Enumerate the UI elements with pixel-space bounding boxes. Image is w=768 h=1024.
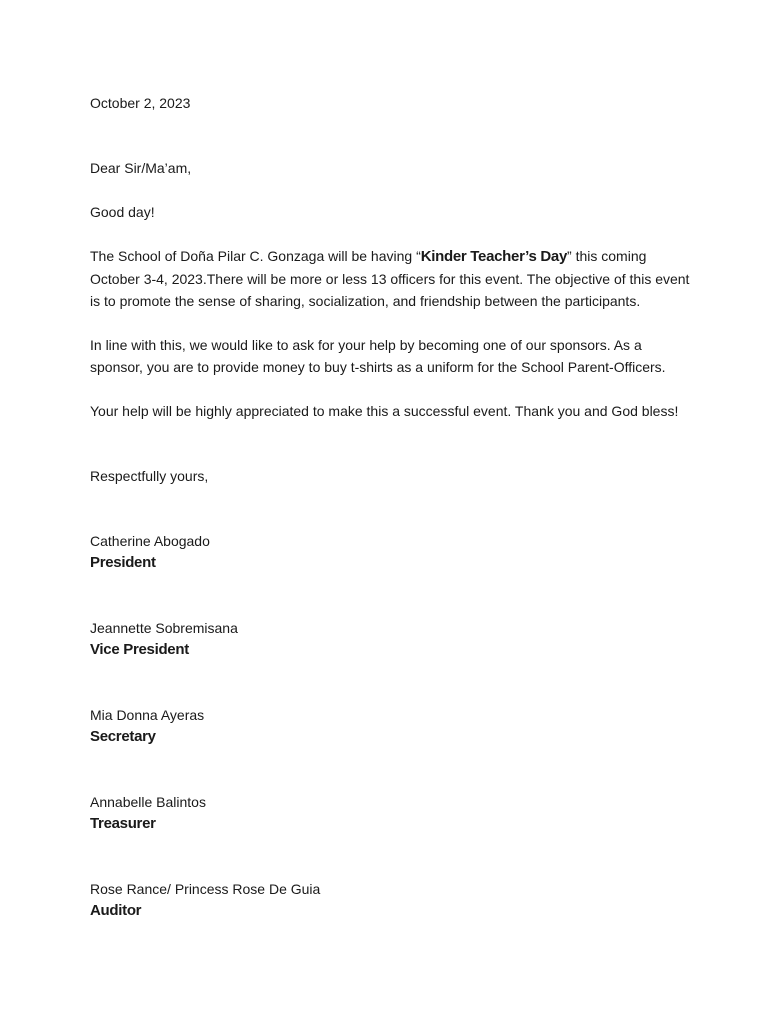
closing-line: Respectfully yours, (90, 468, 209, 484)
signatory-title: Auditor (90, 902, 142, 919)
letter-date: October 2, 2023 (90, 95, 191, 111)
signatory-name: Annabelle Balintos (90, 794, 206, 810)
salutation: Dear Sir/Ma’am, (90, 160, 192, 176)
signatory-name: Rose Rance/ Princess Rose De Guia (90, 881, 321, 897)
signatory-title: Treasurer (90, 815, 156, 832)
signatory-title: Secretary (90, 728, 156, 745)
signatory-vice-president (90, 617, 690, 661)
thanks-paragraph: Your help will be highly appreciated to make this a successful event. Thank you and God bless! (90, 403, 679, 419)
event-paragraph-intro: The School of Doña Pilar C. Gonzaga will be having “ (90, 248, 421, 264)
event-paragraph (90, 245, 690, 312)
signatory-treasurer (90, 791, 690, 835)
signatory-title: Vice President (90, 641, 189, 658)
opening-line: Good day! (90, 204, 155, 220)
sponsorship-paragraph: In line with this, we would like to ask for your help by becoming one of our sponsors. As a sponsor, you are to provide money to buy t-shirts as a uniform for the School Parent-Officers. (90, 337, 666, 375)
event-paragraph-details: ” this coming October 3-4, 2023.There will be more or less 13 officers for this event. The objective of this event is to promote the sense of sharing, socialization, and friendship between the participants. (90, 248, 690, 309)
signatory-name: Jeannette Sobremisana (90, 620, 238, 636)
signatory-auditor (90, 878, 690, 922)
signatory-president (90, 530, 690, 574)
signatory-name: Mia Donna Ayeras (90, 707, 205, 723)
letter-page (90, 92, 690, 965)
signatory-title: President (90, 554, 156, 571)
signatory-secretary (90, 704, 690, 748)
event-name: Kinder Teacher’s Day (420, 248, 568, 265)
signatory-name: Catherine Abogado (90, 533, 210, 549)
